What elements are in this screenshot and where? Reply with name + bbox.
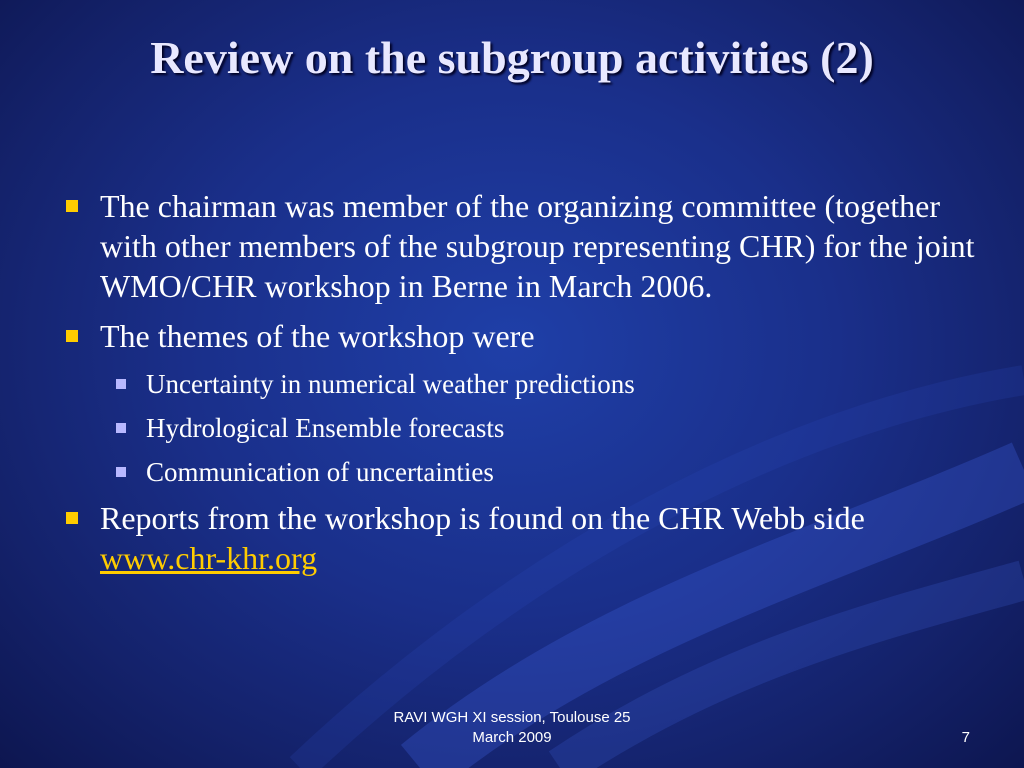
bullet-text: The themes of the workshop were: [100, 318, 535, 354]
square-bullet-icon: [66, 200, 78, 212]
footer-line: RAVI WGH XI session, Toulouse 25: [393, 709, 631, 726]
slide-content: [60, 186, 980, 588]
sub-bullet-item: [60, 454, 980, 490]
bullet-text: The chairman was member of the organizing committee (together with other members of the subgroup representing CHR) for the joint WMO/CHR workshop in Berne in March 2006.: [100, 188, 975, 304]
sub-bullet-item: [60, 366, 980, 402]
slide-footer: [362, 708, 662, 748]
slide-number: 7: [961, 729, 970, 746]
sub-bullet-text: Hydrological Ensemble forecasts: [146, 413, 505, 443]
slide-title: Review on the subgroup activities (2): [150, 32, 874, 83]
square-bullet-icon: [66, 512, 78, 524]
footer-line: March 2009: [472, 729, 552, 746]
bullet-item: [60, 186, 980, 306]
sub-bullet-text: Uncertainty in numerical weather predictions: [146, 369, 635, 399]
square-bullet-icon: [66, 330, 78, 342]
bullet-item: [60, 498, 980, 578]
bullet-item: [60, 316, 980, 356]
square-bullet-icon: [116, 379, 126, 389]
square-bullet-icon: [116, 423, 126, 433]
bullet-text: Reports from the workshop is found on the CHR Webb side: [100, 500, 865, 536]
sub-bullet-item: [60, 410, 980, 446]
square-bullet-icon: [116, 467, 126, 477]
chr-website-link[interactable]: www.chr-khr.org: [100, 540, 318, 576]
sub-bullet-text: Communication of uncertainties: [146, 457, 494, 487]
